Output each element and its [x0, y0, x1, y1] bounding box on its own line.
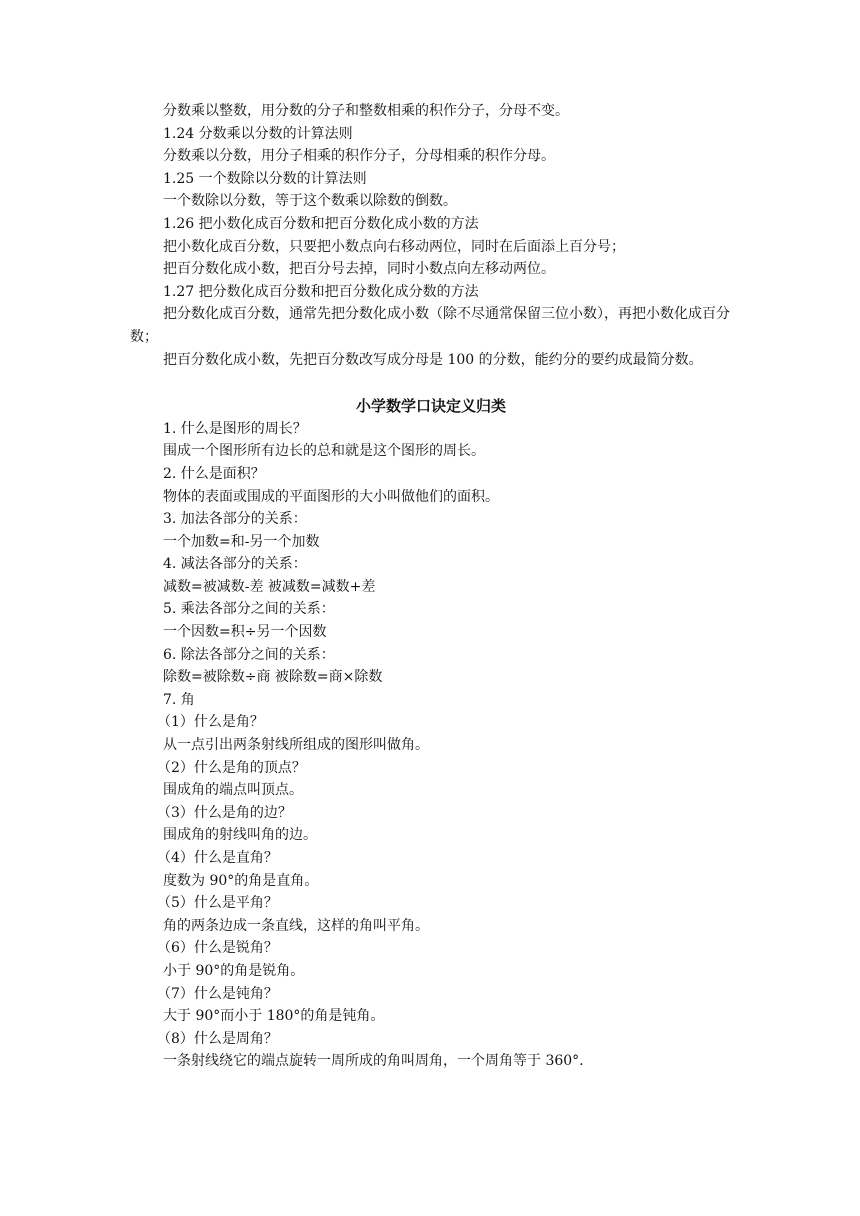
- angle-question: （4）什么是直角？: [157, 850, 278, 866]
- section-heading: 1.25 一个数除以分数的计算法则: [163, 170, 367, 187]
- angle-answer: 围成角的端点叫顶点。: [163, 782, 303, 799]
- formula-line: 除数=被除数÷商 被除数=商×除数: [163, 669, 383, 686]
- question-heading: 5. 乘法各部分之间的关系：: [163, 601, 335, 618]
- angle-question: （6）什么是锐角？: [157, 940, 278, 957]
- page-title: 小学数学口诀定义归类: [355, 397, 506, 416]
- text-line: 把百分数化成小数，把百分号去掉，同时小数点向左移动两位。: [163, 261, 555, 278]
- answer-line: 物体的表面或围成的平面图形的大小叫做他们的面积。: [163, 488, 499, 505]
- question-heading: 3. 加法各部分的关系：: [163, 511, 307, 528]
- angle-question: （5）什么是平角？: [157, 895, 278, 912]
- angle-answer: 小于 90°的角是锐角。: [163, 962, 305, 979]
- question-heading: 2. 什么是面积？: [163, 465, 265, 482]
- formula-line: 一个加数=和-另一个加数: [163, 533, 320, 550]
- document-body: [130, 100, 732, 1073]
- text-line: 把小数化成百分数，只要把小数点向右移动两位，同时在后面添上百分号；: [163, 238, 625, 255]
- text-line: 一个数除以分数，等于这个数乘以除数的倒数。: [163, 193, 457, 210]
- spacer: [130, 371, 732, 395]
- angle-question: （3）什么是角的边？: [157, 804, 292, 821]
- formula-line: 减数=被减数-差 被减数=减数+差: [163, 578, 376, 595]
- angle-answer: 一条射线绕它的端点旋转一周所成的角叫周角，一个周角等于 360°.: [163, 1053, 584, 1070]
- section-heading: 1.26 把小数化成百分数和把百分数化成小数的方法: [163, 215, 479, 232]
- angle-question: （2）什么是角的顶点？: [157, 759, 306, 776]
- section-heading: 1.27 把分数化成百分数和把百分数化成分数的方法: [163, 283, 479, 300]
- answer-line: 围成一个图形所有边长的总和就是这个图形的周长。: [163, 443, 485, 460]
- angle-answer: 度数为 90°的角是直角。: [163, 872, 319, 889]
- question-heading: 1. 什么是图形的周长？: [163, 420, 307, 437]
- angle-answer: 角的两条边成一条直线，这样的角叫平角。: [163, 917, 429, 934]
- angle-answer: 从一点引出两条射线所组成的图形叫做角。: [163, 737, 429, 754]
- section-heading: 1.24 分数乘以分数的计算法则: [163, 125, 353, 142]
- angle-question: （1）什么是角？: [157, 714, 264, 731]
- angle-question: （7）什么是钝角？: [157, 985, 278, 1002]
- formula-line: 一个因数=积÷另一个因数: [163, 624, 327, 641]
- angle-answer: 围成角的射线叫角的边。: [163, 827, 317, 844]
- paragraph: 把百分数化成小数，先把百分数改写成分母是 100 的分数，能约分的要约成最简分数。: [163, 351, 703, 368]
- text-line: 分数乘以分数，用分子相乘的积作分子，分母相乘的积作分母。: [163, 148, 555, 165]
- text-line: 分数乘以整数，用分数的分子和整数相乘的积作分子，分母不变。: [163, 103, 569, 119]
- question-heading: 4. 减法各部分的关系：: [163, 556, 307, 573]
- question-heading: 6. 除法各部分之间的关系：: [163, 646, 335, 663]
- paragraph: 把分数化成百分数，通常先把分数化成小数（除不尽通常保留三位小数），再把小数化成百分数；: [130, 306, 730, 345]
- angle-question: （8）什么是周角？: [157, 1030, 278, 1047]
- question-heading: 7. 角: [163, 691, 195, 708]
- angle-answer: 大于 90°而小于 180°的角是钝角。: [163, 1008, 385, 1025]
